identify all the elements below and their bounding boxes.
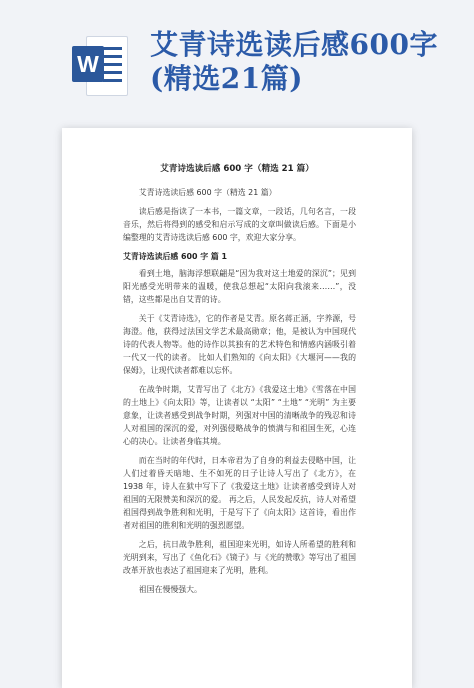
paragraph: 艾青诗选读后感 600 字（精选 21 篇）	[138, 188, 277, 197]
document-page	[62, 128, 412, 688]
paragraph: 而在当时的年代时，日本帝君为了自身的利益去侵略中国，让人们过着昏天暗地、生不如死的日子让诗人写出了《北方》，在 1938 年，诗人在狱中写下了《我爱这土地》让读者感受到诗人对祖国的无限赞美和深沉的爱。 再之后，人民发起反抗，诗人对希望祖国得到战争胜利和光明，于是写下了《向太阳》这首诗，看出作者对祖国的胜利和光明的强烈愿望。	[123, 456, 356, 530]
paragraph: 之后，抗日战争胜利，祖国迎来光明，如诗人所希望的胜利和光明到来，写出了《鱼化石》《镜子》与《光的赞歌》等写出了祖国改革开放也表达了祖国迎来了光明，胜利。	[123, 540, 356, 575]
paragraph: 读后感是指读了一本书，一篇文章，一段话，几句名言，一段音乐，然后将得到的感受和启示写成的文章叫做读后感。下面是小编整理的艾青诗选读后感 600 字，欢迎大家分享。	[123, 207, 356, 242]
page-title: 艾青诗选读后感600字(精选21篇)	[150, 28, 438, 95]
header	[0, 0, 474, 118]
word-logo-letter: W	[72, 46, 104, 82]
paragraph: 在战争时期，艾青写出了《北方》《我爱这土地》《雪落在中国的土地上》《向太阳》等，让读者以 “太阳” “土地” “光明” 为主要意象，让读者感受到战争时期，列强对中国的清晰战争的残忍和诗人对祖国的深沉的爱，对列强侵略战争的愤满与和祖国生死，心连心的决心。让读者身临其境。	[123, 385, 356, 446]
document-title: 艾青诗选读后感 600 字（精选 21 篇）	[160, 164, 314, 174]
section-heading: 艾青诗选读后感 600 字 篇 1	[123, 252, 227, 261]
paragraph: 祖国在慢慢强大。	[138, 585, 202, 594]
paragraph: 关于《艾青诗选》，它的作者是艾青。原名蒋正涵，字养源，号海澄。他，获得过法国文学艺术最高勋章；他，是被认为中国现代诗的代表人物等。他的诗作以其独有的艺术特色和情感内涵吸引着一代又一代的读者。 比如人们熟知的《向太阳》《大堰河——我的保姆》，让现代读者都难以忘怀。	[123, 314, 356, 375]
document-body	[123, 186, 356, 602]
paragraph: 看到土地，脑海浮想联翩是“因为我对这土地爱的深沉”；见到阳光感受光明带来的温暖，使我总想起“太阳向我滚来……”，没错，这些都是出自艾青的诗。	[123, 269, 356, 304]
microsoft-word-icon	[72, 36, 126, 94]
